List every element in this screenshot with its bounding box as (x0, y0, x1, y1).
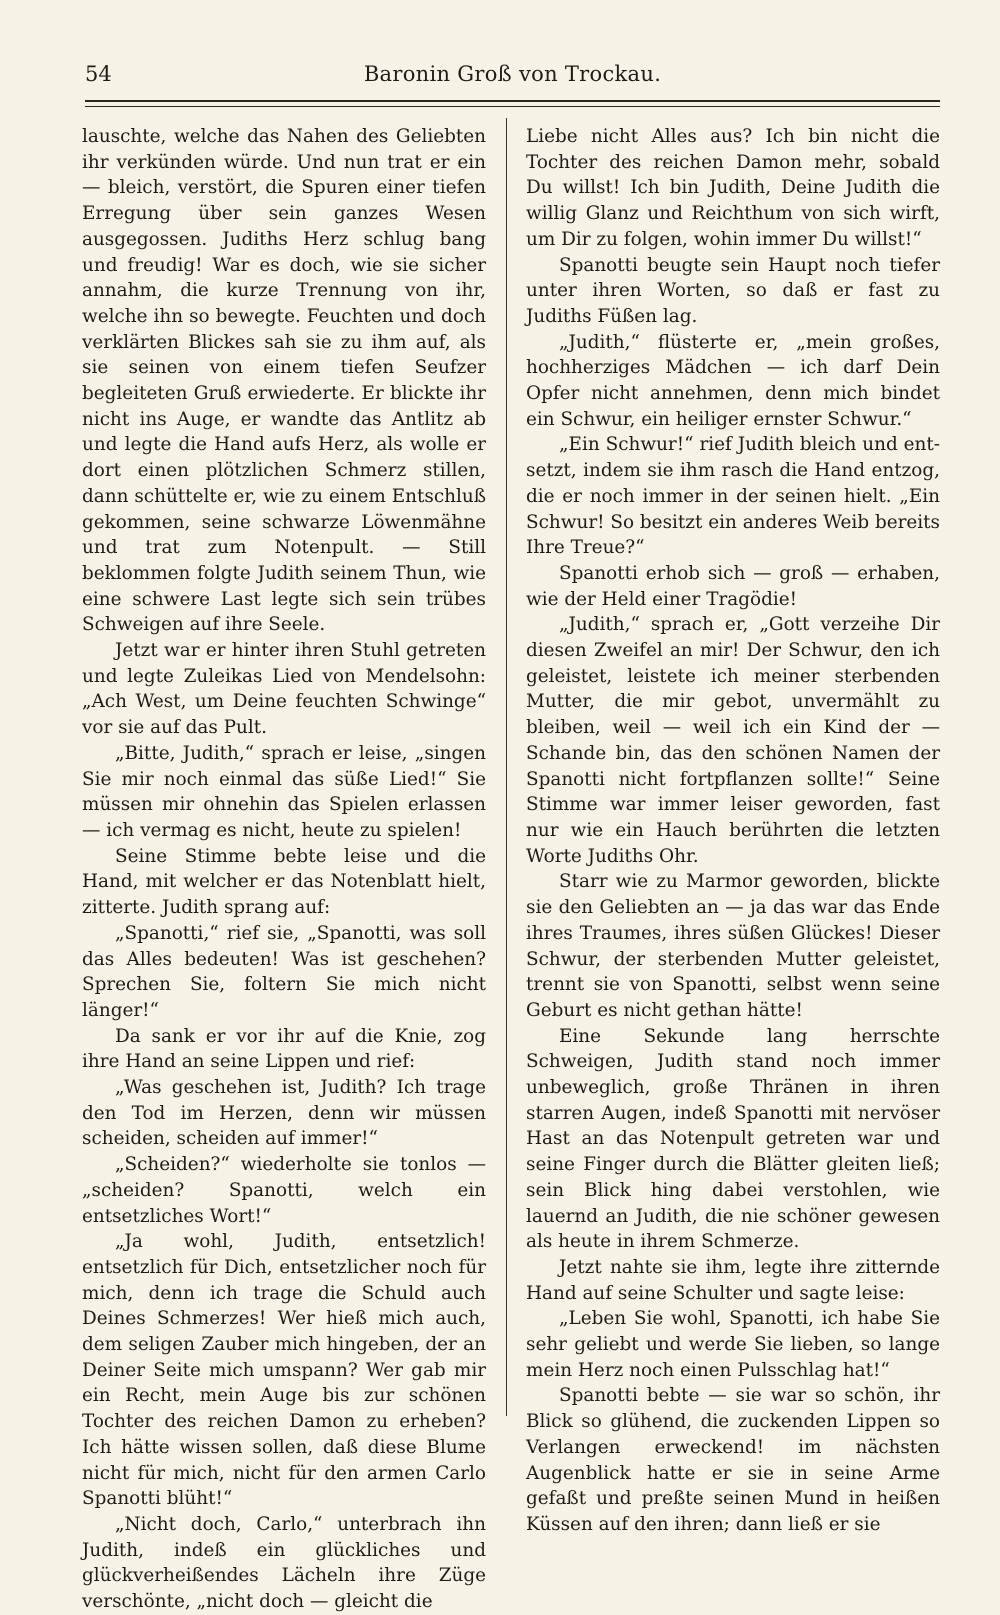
paragraph: „Leben Sie wohl, Spanotti, ich habe Sie sehr geliebt und werde Sie lieben, so lange mein Herz noch einen Pulsschlag hat!“ (526, 1308, 940, 1381)
paragraph: „Spanotti,“ rief sie, „Spanotti, was soll das Alles bedeuten! Was ist geschehen? Sprechen Sie, foltern Sie mich nicht länger!“ (82, 922, 486, 1021)
column-divider (506, 118, 507, 1416)
page-header (85, 62, 940, 92)
right-column (526, 124, 940, 1538)
paragraph: „Scheiden?“ wiederholte sie tonlos — „scheiden? Spanotti, welch ein entsetzliches Wort!“ (82, 1154, 486, 1227)
paragraph: „Ein Schwur!“ rief Judith bleich und entsetzt, indem sie ihm rasch die Hand entzog, die er noch immer in der seinen hielt. „Ein Schwur! So besitzt ein anderes Weib bereits Ihre Treue?“ (526, 434, 940, 559)
paragraph: Da sank er vor ihr auf die Knie, zog ihre Hand an seine Lippen und rief: (82, 1025, 486, 1073)
paragraph: „Judith,“ flüsterte er, „mein großes, hochherziges Mädchen — ich darf Dein Opfer nicht annehmen, denn mich bindet ein Schwur, ein heiliger ernster Schwur.“ (526, 331, 940, 430)
left-column (82, 124, 486, 1615)
paragraph: Eine Sekunde lang herrschte Schweigen, Judith stand noch immer unbeweglich, große Thränen in ihren starren Augen, indeß Spanotti mit nervöser Hast an das Notenpult getreten war und seine Finger durch die Blätter gleiten ließ; sein Blick hing dabei verstohlen, wie lauernd an Judith, die nie schöner gewesen als heute in ihrem Schmerze. (526, 1025, 940, 1253)
paragraph: „Bitte, Judith,“ sprach er leise, „singen Sie mir noch einmal das süße Lied!“ Sie müssen mir ohnehin das Spielen erlassen — ich vermag es nicht, heute zu spielen! (82, 742, 486, 841)
running-title: Baronin Groß von Trockau. (363, 62, 662, 86)
paragraph: Spanotti beugte sein Haupt noch tiefer unter ihren Worten, so daß er fast zu Judiths Füßen lag. (526, 254, 940, 327)
paragraph: lauschte, welche das Nahen des Geliebten ihr verkünden würde. Und nun trat er ein — bleich, verstört, die Spuren einer tiefen Erregung über sein ganzes Wesen ausgegossen. Judiths Herz schlug bang und freudig! War es doch, wie sie sicher annahm, die kurze Trennung von ihr, welche ihn so bewegte. Feuchten und doch verklärten Blickes sah sie zu ihm auf, als sie seinen von einem tiefen Seufzer begleiteten Gruß erwiederte. Er blickte ihr nicht ins Auge, er wandte das Antlitz ab und legte die Hand aufs Herz, als wolle er dort einen plötzlichen Schmerz stillen, dann schüttelte er, wie zu einem Entschluß gekommen, seine schwarze Löwenmähne und trat zum Notenpult. — Still beklommen folgte Judith seinem Thun, wie eine schwere Last legte sich sein trübes Schweigen auf ihre Seele. (82, 126, 486, 636)
paragraph: „Was geschehen ist, Judith? Ich trage den Tod im Herzen, denn wir müssen scheiden, scheiden auf immer!“ (82, 1077, 486, 1150)
paragraph: „Judith,“ sprach er, „Gott verzeihe Dir diesen Zweifel an mir! Der Schwur, den ich geleistet, leistete ich meiner sterbenden Mutter, die mir gebot, unvermählt zu bleiben, weil — weil ich ein Kind der — Schande bin, das den schönen Namen der Spanotti nicht fortpflanzen sollte!“ Seine Stimme war immer leiser geworden, fast nur wie ein Hauch berührten die letzten Worte Judiths Ohr. (526, 614, 940, 867)
paragraph: Seine Stimme bebte leise und die Hand, mit welcher er das Notenblatt hielt, zitterte. Judith sprang auf: (82, 845, 486, 919)
paragraph: Jetzt war er hinter ihren Stuhl getreten und legte Zuleikas Lied von Mendelsohn: „Ach West, um Deine feuchten Schwinge“ vor sie auf das Pult. (82, 640, 486, 739)
paragraph: Spanotti bebte — sie war so schön, ihr Blick so glühend, die zuckenden Lippen so Verlangen erweckend! im nächsten Augenblick hatte er sie in seine Arme gefaßt und preßte seinen Mund in heißen Küssen auf den ihren; dann ließ er sie (526, 1385, 940, 1535)
paragraph: Starr wie zu Marmor geworden, blickte sie den Geliebten an — ja das war das Ende ihres Traumes, ihres süßen Glückes! Dieser Schwur, der sterbenden Mutter geleistet, trennt sie von Spanotti, selbst wenn seine Geburt es nicht gethan hätte! (526, 871, 940, 1021)
paragraph: „Nicht doch, Carlo,“ unterbrach ihn Judith, indeß ein glückliches und glückverheißendes Lächeln ihre Züge verschönte, „nicht doch — gleicht die (82, 1513, 486, 1613)
paragraph: Spanotti erhob sich — groß — erhaben, wie der Held einer Tragödie! (526, 562, 940, 610)
page-number: 54 (85, 62, 112, 86)
paragraph: Jetzt nahte sie ihm, legte ihre zitternde Hand auf seine Schulter und sagte leise: (526, 1256, 940, 1304)
paragraph: „Ja wohl, Judith, entsetzlich! entsetzlich für Dich, entsetzlicher noch für mich, denn ich trage die Schuld auch Deines Schmerzes! Wer hieß mich auch, dem seligen Zauber mich hingeben, der an Deiner Seite mich umspann? Wer gab mir ein Recht, mein Auge bis zur schönen Tochter des reichen Damon zu erheben? Ich hätte wissen sollen, daß diese Blume nicht für mich, nicht für den armen Carlo Spanotti blüht!“ (82, 1231, 486, 1510)
header-rule-thick (85, 100, 940, 102)
paragraph: Liebe nicht Alles aus? Ich bin nicht die Tochter des reichen Damon mehr, sobald Du willst! Ich bin Judith, Deine Judith die willig Glanz und Reichthum von sich wirft, um Dir zu folgen, wohin immer Du willst!“ (526, 126, 940, 250)
header-rule-thin (85, 106, 940, 107)
